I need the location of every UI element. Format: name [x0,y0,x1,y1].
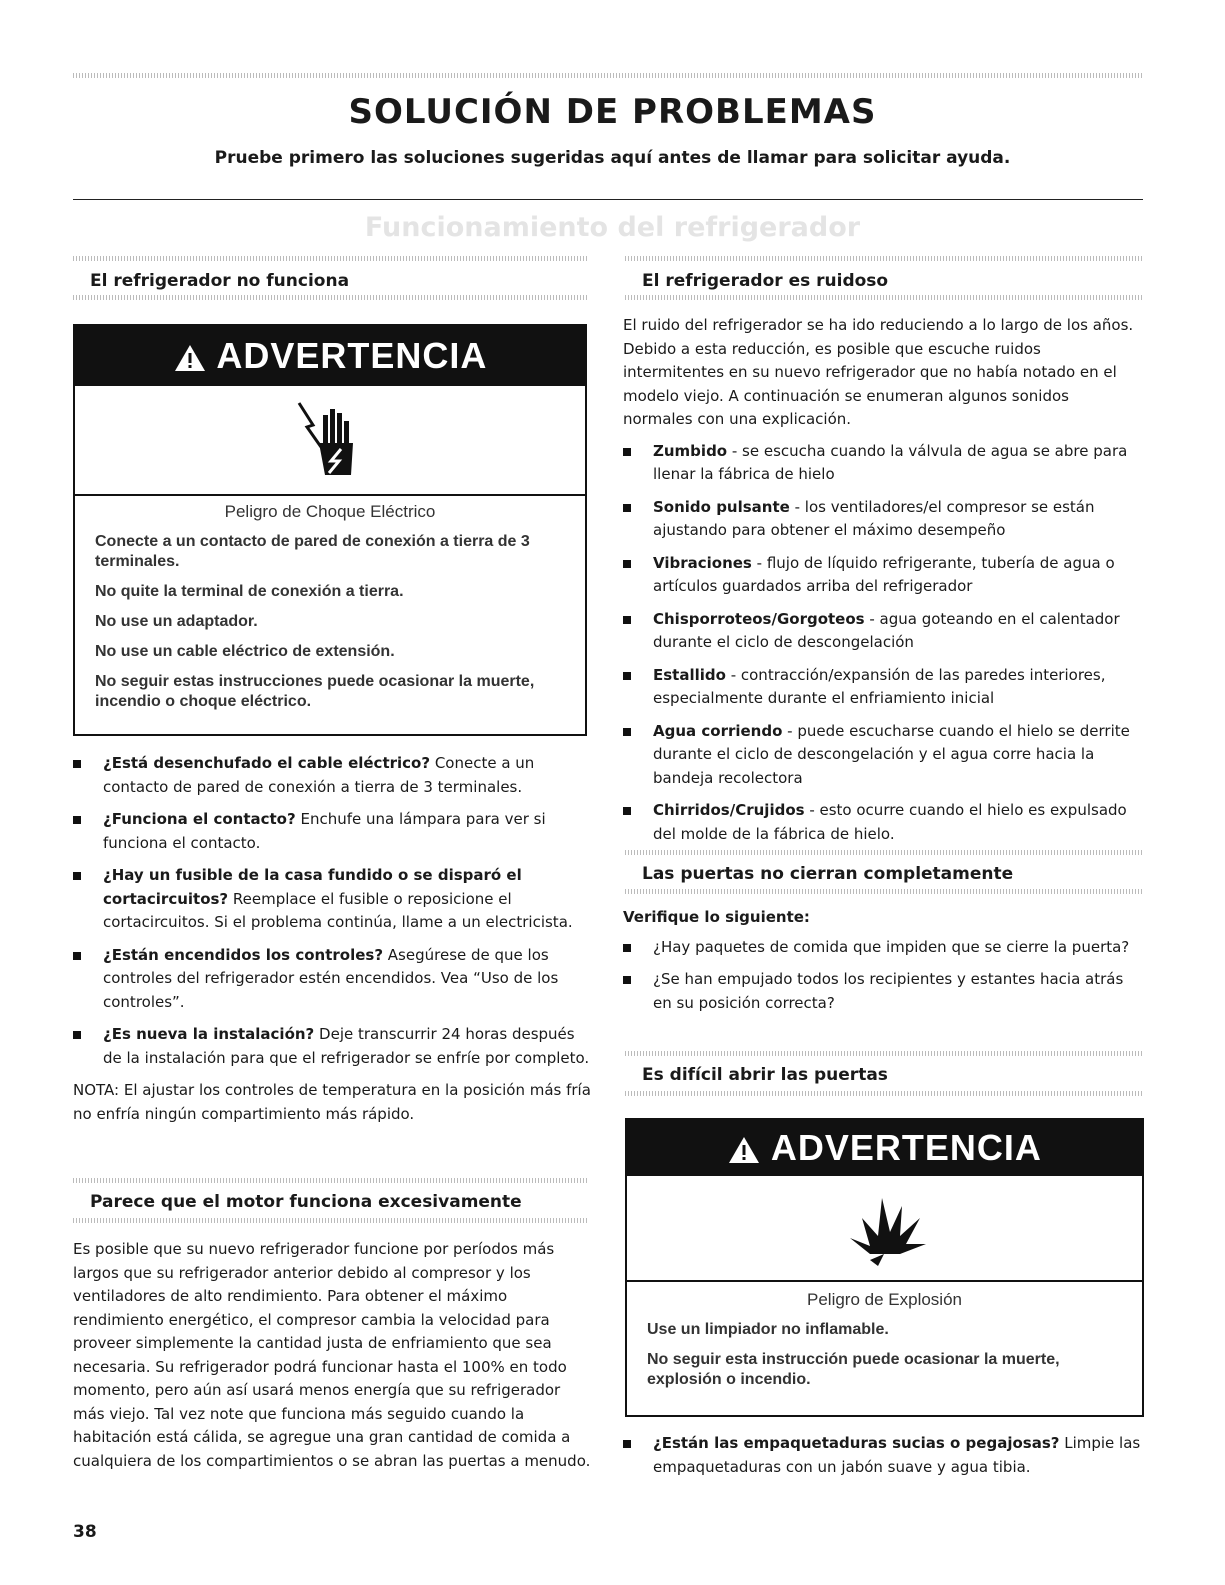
list-item: Agua corriendo - puede escucharse cuando el hielo se derrite durante el ciclo de descongelación y el agua corre hacia la bandeja recolectora [623,720,1143,791]
gasket-section [623,1432,1143,1488]
bullet-icon [73,952,81,960]
left-heading2-top-dots [73,1178,588,1183]
warning-header [75,326,585,386]
warning-line: Conecte a un contacto de pared de conexión a tierra de 3 terminales. [95,533,530,570]
left-checklist [73,752,593,1126]
bullet-icon [623,672,631,680]
bullet-icon [73,760,81,768]
list-item: Sonido pulsante - los ventiladores/el compresor se están ajustando para obtener el máximo desempeño [623,496,1143,543]
check-label: Verifique lo siguiente: [623,908,810,926]
explosion-icon [627,1176,1142,1282]
page-title: SOLUCIÓN DE PROBLEMAS [348,92,877,132]
warning-line: No seguir estas instrucciones puede ocasionar la muerte, incendio o choque eléctrico. [95,673,535,710]
hazard-label: Peligro de Explosión [807,1290,962,1309]
bullet-icon [623,504,631,512]
list-item: ¿Es nueva la instalación? Deje transcurrir 24 horas después de la instalación para que el refrigerador se enfríe por completo. [73,1023,593,1070]
bullet-icon [623,944,631,952]
left-heading2-bottom-dots [73,1218,588,1223]
bullet-icon [623,448,631,456]
electric-shock-icon [75,386,585,496]
list-item: ¿Hay un fusible de la casa fundido o se disparó el cortacircuitos? Reemplace el fusible o reposicione el cortacircuitos. Si el problema continúa, llame a un electricista. [73,864,593,935]
bullet-icon [623,1440,631,1448]
note: NOTA: El ajustar los controles de temperatura en la posición más fría no enfría ningún compartimiento más rápido. [73,1081,591,1123]
section-title: Funcionamiento del refrigerador [364,212,861,243]
page-number: 38 [73,1522,97,1542]
bullet-icon [623,976,631,984]
left-heading1-bottom-dots [73,295,588,300]
left-heading1-top-dots [73,256,588,261]
list-item: Chirridos/Crujidos - esto ocurre cuando el hielo es expulsado del molde de la fábrica de hielo. [623,799,1143,846]
right-heading3-bottom-dots [625,1091,1143,1096]
warning-line: No seguir esta instrucción puede ocasionar la muerte, explosión o incendio. [647,1351,1060,1388]
heading-doors-open: Es difícil abrir las puertas [642,1065,888,1085]
warning-box-shock [73,324,587,736]
list-item: Estallido - contracción/expansión de las paredes interiores, especialmente durante el enfriamiento inicial [623,664,1143,711]
right-heading1-bottom-dots [625,295,1143,300]
right-heading3-top-dots [625,1051,1143,1056]
right-heading2-top-dots [625,850,1143,855]
top-divider [73,73,1143,78]
warning-body [75,496,585,720]
warning-line: No use un adaptador. [95,613,258,630]
list-item: ¿Se han empujado todos los recipientes y estantes hacia atrás en su posición correcta? [623,968,1143,1015]
bullet-icon [73,872,81,880]
warning-header [627,1120,1142,1176]
noise-intro: El ruido del refrigerador se ha ido reduciendo a lo largo de los años. Debido a esta reducción, es posible que escuche ruidos intermitentes en su nuevo refrigerador que no había notado en el modelo viejo. A continuación se enumeran algunos sonidos normales con una explicación. [623,316,1134,428]
warning-triangle-icon [173,343,207,373]
warning-triangle-icon [727,1135,761,1165]
list-item: ¿Están las empaquetaduras sucias o pegajosas? Limpie las empaquetaduras con un jabón suave y agua tibia. [623,1432,1143,1479]
right-heading1-top-dots [625,256,1143,261]
bullet-icon [73,1031,81,1039]
page-subtitle: Pruebe primero las soluciones sugeridas aquí antes de llamar para solicitar ayuda. [214,148,1011,168]
bullet-icon [73,816,81,824]
bullet-icon [623,728,631,736]
warning-box-explosion [625,1118,1144,1417]
heading-motor: Parece que el motor funciona excesivamente [90,1192,522,1212]
list-item: ¿Hay paquetes de comida que impiden que se cierre la puerta? [623,936,1143,960]
hazard-label: Peligro de Choque Eléctrico [224,502,436,521]
heading-not-working: El refrigerador no funciona [90,271,350,291]
noise-section [623,314,1143,855]
list-item: Vibraciones - flujo de líquido refrigerante, tubería de agua o artículos guardados arriba del refrigerador [623,552,1143,599]
header-rule [73,199,1143,200]
warning-line: No quite la terminal de conexión a tierra. [95,583,404,600]
list-item: ¿Está desenchufado el cable eléctrico? Conecte a un contacto de pared de conexión a tierra de 3 terminales. [73,752,593,799]
bullet-icon [623,807,631,815]
warning-title: ADVERTENCIA [770,1127,1042,1168]
motor-paragraph: Es posible que su nuevo refrigerador funcione por períodos más largos que su refrigerador anterior debido al compresor y los ventiladores de alto rendimiento. Para obtener el máximo rendimiento energético, el compresor cambia la velocidad para proveer simplemente la cantidad justa de enfriamiento que sea necesaria. Su refrigerador podrá funcionar hasta el 100% en todo momento, pero aún así usará menos energía que su refrigerador más viejo. Tal vez note que funciona más seguido cuando la habitación está cálida, se agregue una gran cantidad de comida a cualquiera de los compartimientos o se abran las puertas a menudo. [73,1240,591,1470]
list-item: ¿Están encendidos los controles? Asegúrese de que los controles del refrigerador estén encendidos. Vea “Uso de los controles”. [73,944,593,1015]
warning-title: ADVERTENCIA [216,335,488,376]
list-item: Chisporroteos/Gorgoteos - agua goteando en el calentador durante el ciclo de descongelación [623,608,1143,655]
list-item: Zumbido - se escucha cuando la válvula de agua se abre para llenar la fábrica de hielo [623,440,1143,487]
list-item: ¿Funciona el contacto? Enchufe una lámpara para ver si funciona el contacto. [73,808,593,855]
bullet-icon [623,560,631,568]
doors-section [623,906,1143,1024]
warning-line: Use un limpiador no inflamable. [647,1321,889,1338]
warning-body [627,1282,1142,1398]
bullet-icon [623,616,631,624]
heading-doors-close: Las puertas no cierran completamente [642,864,1014,884]
heading-noisy: El refrigerador es ruidoso [642,271,889,291]
warning-line: No use un cable eléctrico de extensión. [95,643,395,660]
right-heading2-bottom-dots [625,889,1143,894]
